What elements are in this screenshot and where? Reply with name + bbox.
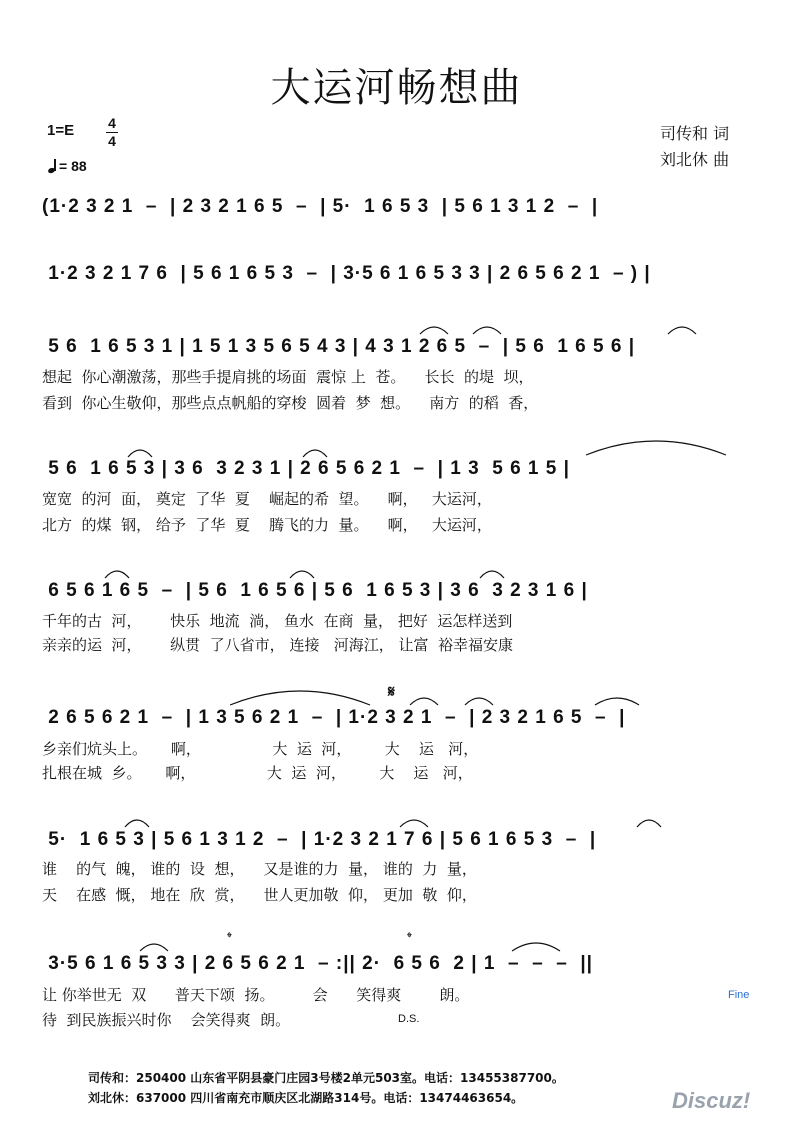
score-row-3: 5 6 1 6 5 3 1 | 1 5 1 3 5 6 5 4 3 | 4 3 1 2 6 5 – | 5 6 1 6 5 6 | (42, 336, 636, 357)
coda-icon: 𝄌 (227, 930, 232, 946)
slur-mark (303, 450, 327, 457)
key-signature: 1=E (47, 122, 75, 139)
slur-mark (140, 944, 168, 951)
slur-mark (595, 698, 639, 705)
slur-mark (105, 571, 129, 578)
meter-bottom: 4 (108, 133, 116, 149)
meter-top: 4 (108, 115, 116, 131)
lyric-row-3-verse-1: 想起 你心潮激荡，那些手提肩挑的场面 震惊 上 苍。 长长 的堤 坝， (42, 368, 534, 386)
score-row-5: 6 5 6 1 6 5 – | 5 6 1 6 5 6 | 5 6 1 6 5 3 | 3 6 3 2 3 1 6 | (42, 580, 588, 601)
slur-mark (410, 698, 438, 705)
lyric-row-8-verse-1: 让 你举世无 双 普天下颂 扬。 会 笑得爽 朗。 (42, 986, 470, 1004)
slur-mark (125, 820, 149, 827)
lyric-row-6-verse-2: 扎根在城 乡。 啊， 大 运 河， 大 运 河， (42, 764, 473, 782)
score-row-6: 2 6 5 6 2 1 – | 1 3 5 6 2 1 – | 1·2 3 2 1 – | 2 3 2 1 6 5 – | (42, 707, 626, 728)
slur-mark (230, 691, 370, 705)
slur-mark (128, 450, 152, 457)
watermark-logo: Discuz! (672, 1088, 751, 1113)
score-row-2: 1·2 3 2 1 7 6 | 5 6 1 6 5 3 – | 3·5 6 1 6 5 3 3 | 2 6 5 6 2 1 – ) | (42, 263, 651, 284)
lyric-row-4-verse-1: 宽宽 的河 面， 奠定 了华 夏 崛起的希 望。 啊， 大运河， (42, 490, 492, 508)
slur-mark (637, 820, 661, 827)
coda-icon: 𝄌 (407, 930, 412, 946)
song-title: 大运河畅想曲 (270, 65, 523, 111)
lyric-row-8-verse-2: 待 到民族振兴时你 会笑得爽 朗。 (42, 1011, 305, 1029)
slur-mark (420, 327, 448, 334)
slur-mark (400, 820, 428, 827)
slur-mark (480, 571, 504, 578)
lyric-row-5-verse-2: 亲亲的运 河， 纵贯 了八省市， 连接 河海江， 让富 裕幸福安康 (42, 636, 514, 654)
ds-marking: D.S. (398, 1013, 420, 1025)
lyric-row-5-verse-1: 千年的古 河， 快乐 地流 淌， 鱼水 在商 量， 把好 运怎样送到 (42, 612, 513, 630)
lyric-row-7-verse-1: 谁 的气 魄， 谁的 设 想， 又是谁的力 量， 谁的 力 量， (42, 860, 477, 878)
segno-icon: 𝄋 (388, 682, 395, 701)
footer-contact-composer: 刘北休：637000 四川省南充市顺庆区北湖路314号。电话：13474463654。 (88, 1091, 524, 1105)
slur-mark (586, 441, 726, 455)
lyric-row-3-verse-2: 看到 你心生敬仰，那些点点帆船的穿梭 圆着 梦 想。 南方 的稻 香， (42, 394, 539, 412)
lyric-row-6-verse-1: 乡亲们炕头上。 啊， 大 运 河， 大 运 河， (42, 740, 479, 758)
slur-mark (668, 327, 696, 334)
lyric-row-4-verse-2: 北方 的煤 钢， 给予 了华 夏 腾飞的力 量。 啊， 大运河， (42, 516, 492, 534)
tempo-value: = 88 (59, 158, 87, 174)
lyric-row-7-verse-2: 天 在感 慨， 地在 欣 赏， 世人更加敬 仰， 更加 敬 仰， (42, 886, 477, 904)
footer-contact-lyricist: 司传和：250400 山东省平阴县豪门庄园3号楼2单元503室。电话：13455387700。 (88, 1071, 564, 1085)
slur-mark (473, 327, 501, 334)
score-row-4: 5 6 1 6 5 3 | 3 6 3 2 3 1 | 2 6 5 6 2 1 – | 1 3 5 6 1 5 | (42, 458, 570, 479)
score-row-7: 5· 1 6 5 3 | 5 6 1 3 1 2 – | 1·2 3 2 1 7 6 | 5 6 1 6 5 3 – | (42, 829, 597, 850)
slur-mark (512, 943, 560, 951)
slur-mark (465, 698, 493, 705)
lyricist-credit: 司传和 词 (660, 124, 730, 143)
slur-mark (290, 571, 314, 578)
fine-marking: Fine (728, 989, 750, 1001)
composer-credit: 刘北休 曲 (660, 150, 730, 169)
score-row-1: (1·2 3 2 1 – | 2 3 2 1 6 5 – | 5· 1 6 5 3 | 5 6 1 3 1 2 – | (42, 196, 599, 217)
score-row-8: 3·5 6 1 6 5 3 3 | 2 6 5 6 2 1 – :|| 2· 6 5 6 2 | 1 – – – || (42, 953, 593, 974)
